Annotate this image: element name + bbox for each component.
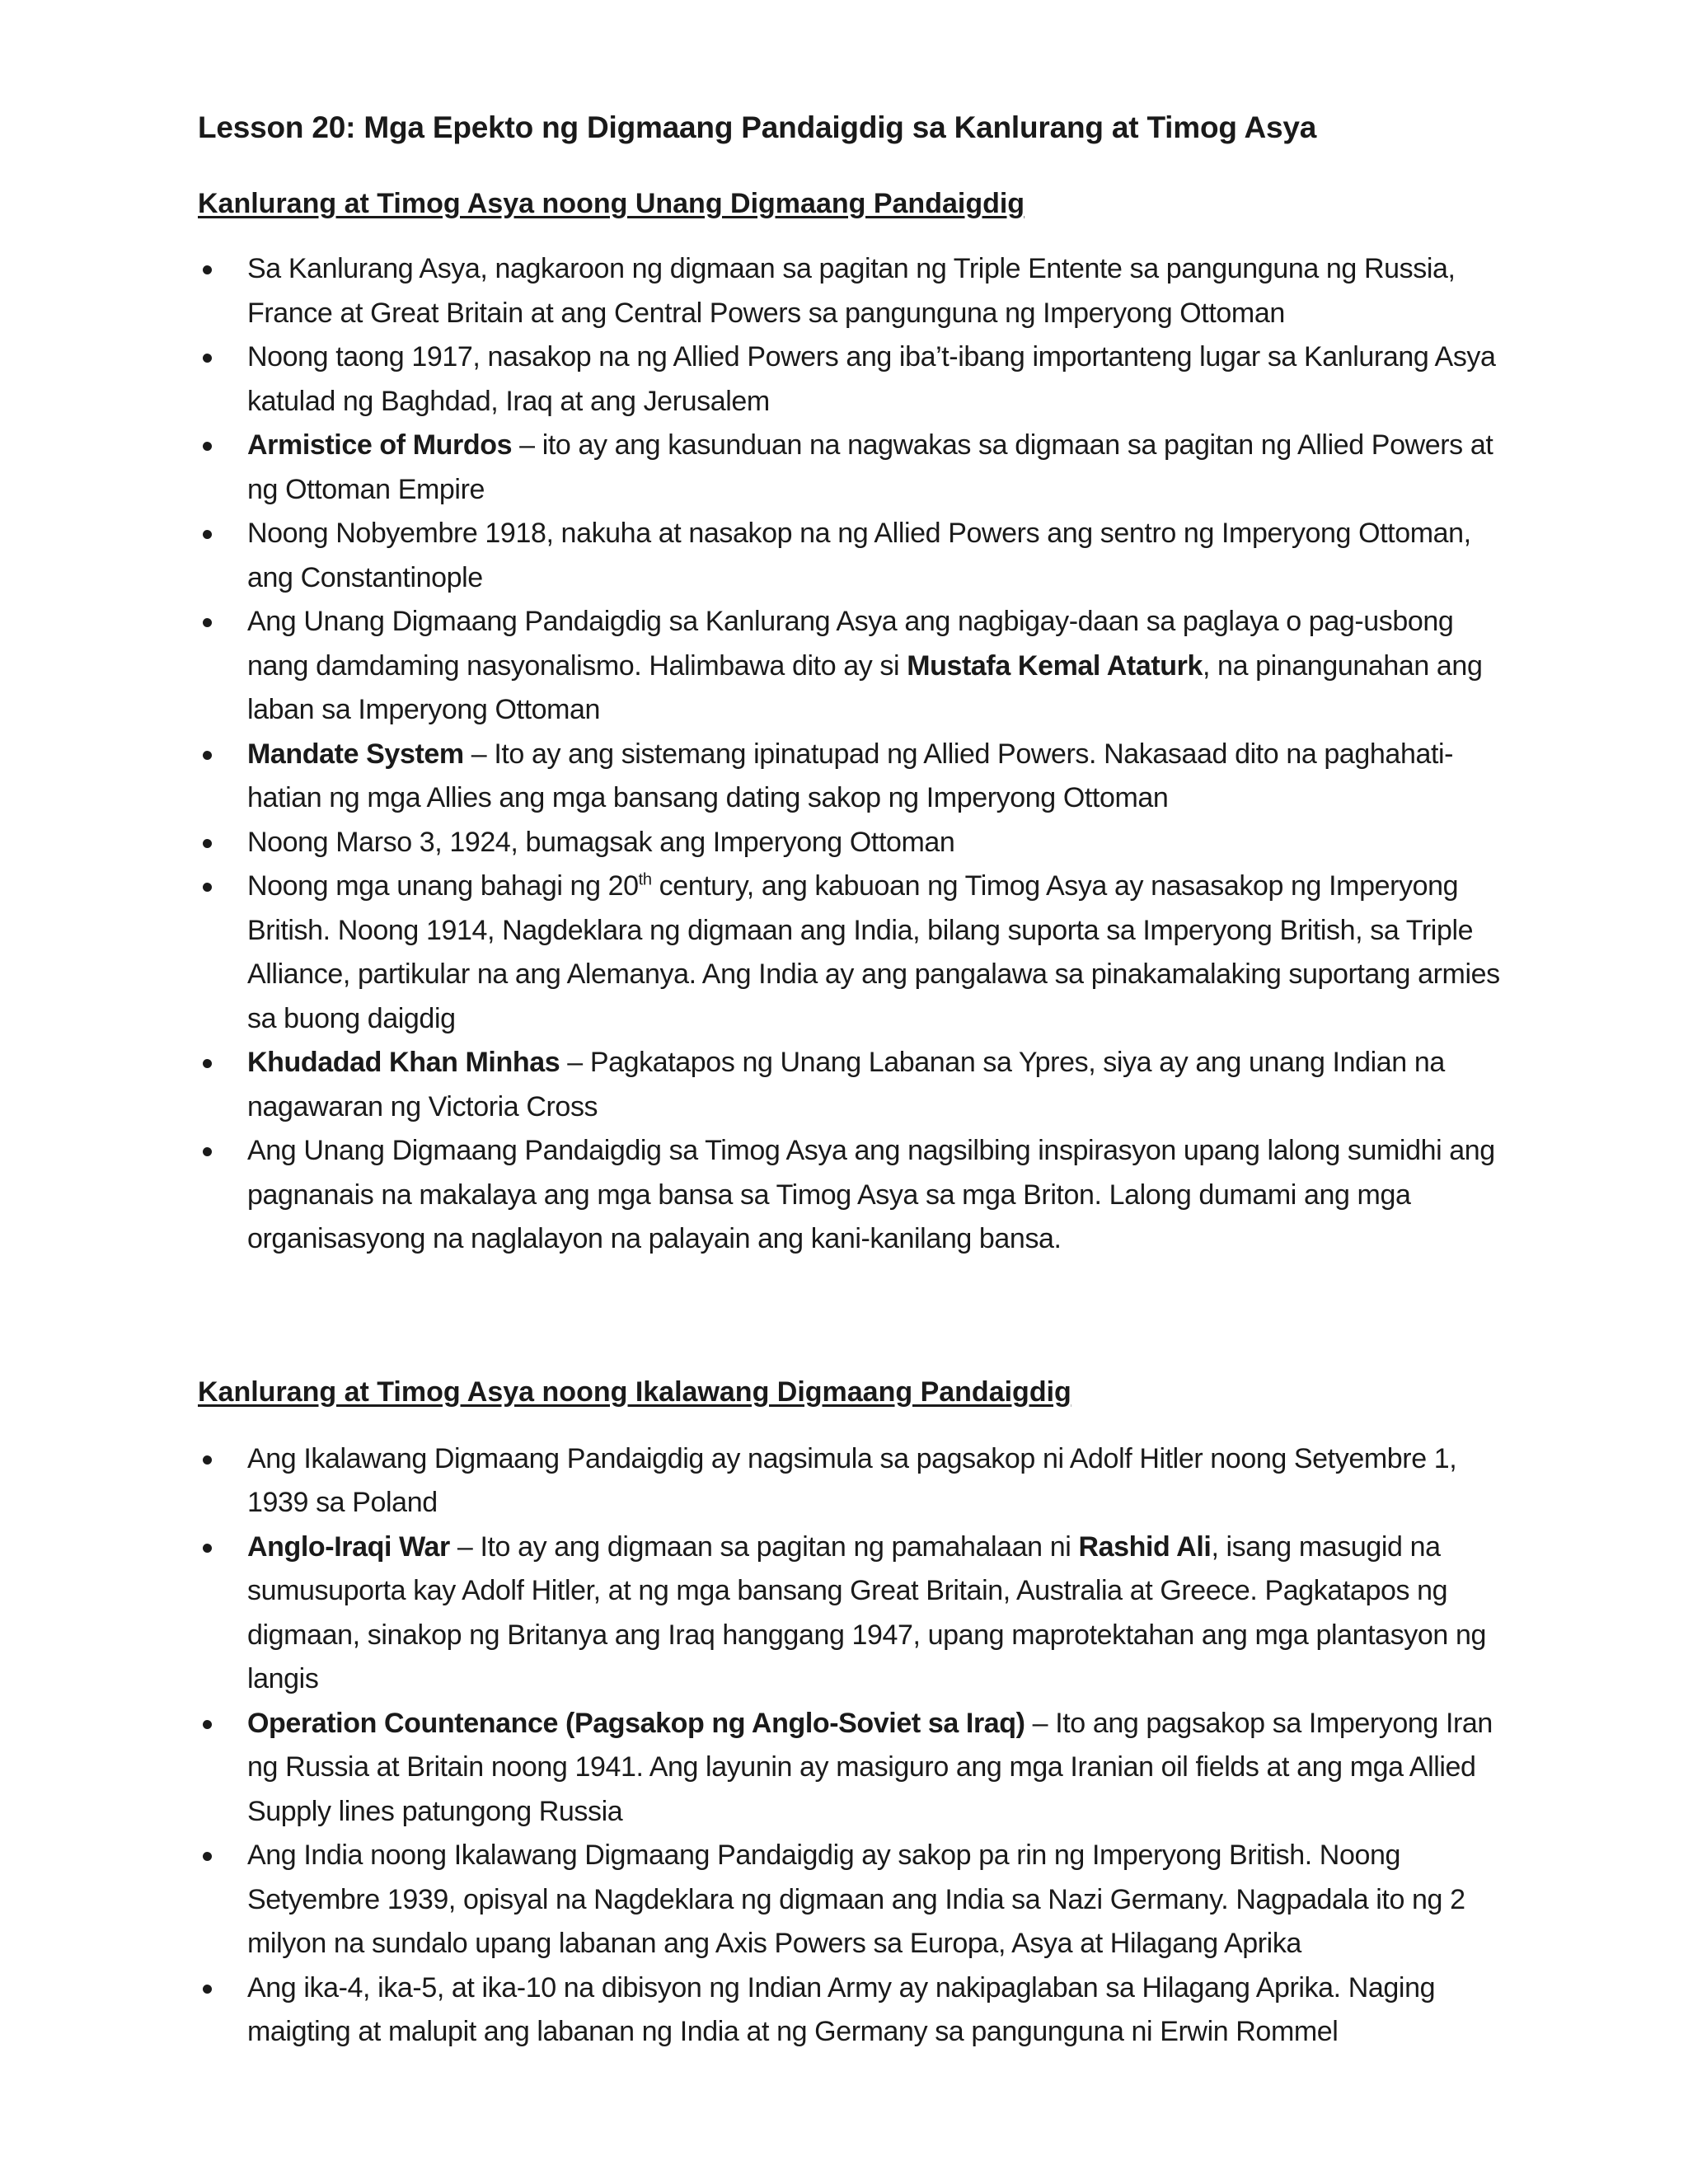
list-item [198, 424, 1500, 512]
bullet-icon [203, 1720, 212, 1729]
bullet-icon [203, 618, 212, 627]
item-term: Mandate System [247, 738, 464, 770]
section-title: Kanlurang at Timog Asya noong Ikalawang Digmaang Pandaigdig [198, 1376, 1071, 1408]
item-term: Armistice of Murdos [247, 429, 513, 461]
item-text: – Ito ay ang digmaan sa pagitan ng pamahalaan ni [449, 1530, 1079, 1563]
item-text: Noong taong 1917, nasakop na ng Allied Powers ang iba’t-ibang importanteng lugar sa Kanlurang Asya katulad ng Baghdad, Iraq at ang Jerusalem [247, 341, 1496, 417]
bullet-icon [203, 265, 212, 274]
bullet-list [198, 247, 1500, 1262]
bullet-icon [203, 751, 212, 760]
item-text: Ang Unang Digmaang Pandaigdig sa Kanlurang Asya ang nagbigay-daan sa paglaya o pag-usbong nang damdaming nasyonalismo. Halimbawa dito ay si [247, 606, 1454, 682]
item-text: Sa Kanlurang Asya, nagkaroon ng digmaan sa pagitan ng Triple Entente sa pangunguna ng Russia, France at Great Britain at ang Central Powers sa pangunguna ng Imperyong Ottoman [247, 253, 1456, 329]
bullet-icon [203, 1852, 212, 1861]
bullet-icon [203, 1059, 212, 1068]
item-text: – ito ay ang kasunduan na nagwakas sa digmaan sa pagitan ng Allied Powers at ng Ottoman Empire [247, 429, 1493, 505]
item-text: Ang India noong Ikalawang Digmaang Pandaigdig ay sakop pa rin ng Imperyong British. Noong Setyembre 1939, opisyal na Nagdeklara ng digmaan ang India sa Nazi Germany. Nagpadala ito ng 2 milyon na sundalo upang labanan ang Axis Powers sa Europa, Asya at Hilagang Aprika [247, 1840, 1465, 1959]
list-item [198, 1041, 1500, 1129]
bullet-icon [203, 883, 212, 892]
section-title: Kanlurang at Timog Asya noong Unang Digmaang Pandaigdig [198, 188, 1025, 219]
item-bold: Mustafa Kemal Ataturk [907, 649, 1203, 682]
item-text: Noong mga unang bahagi ng 20 [247, 870, 639, 902]
list-item [198, 600, 1500, 733]
bullet-icon [203, 1544, 212, 1553]
list-item [198, 865, 1500, 1041]
item-text: Ang Unang Digmaang Pandaigdig sa Timog Asya ang nagsilbing inspirasyon upang lalong sumidhi ang pagnanais na makalaya ang mga bansa sa Timog Asya sa mga Briton. Lalong dumami ang mga organisasyong na naglalayon na palayain ang kani-kanilang bansa. [247, 1135, 1495, 1254]
list-item [198, 1129, 1500, 1262]
item-text: Noong Nobyembre 1918, nakuha at nasakop na ng Allied Powers ang sentro ng Imperyong Ottoman, ang Constantinople [247, 518, 1471, 593]
list-item [198, 335, 1500, 424]
bullet-icon [203, 442, 212, 451]
bullet-icon [203, 530, 212, 539]
list-item [198, 1437, 1500, 1526]
item-text: – Pagkatapos ng Unang Labanan sa Ypres, siya ay ang unang Indian na nagawaran ng Victoria Cross [247, 1047, 1445, 1122]
item-term: Anglo-Iraqi War [247, 1530, 450, 1563]
item-text: century, ang kabuoan ng Timog Asya ay nasasakop ng Imperyong British. Noong 1914, Nagdeklara ng digmaan ang India, bilang suporta sa Imperyong British, sa Triple Alliance, partikular na ang Alemanya. Ang India ay ang pangalawa sa pinakamalaking suportang armies sa buong daigdig [247, 870, 1500, 1034]
bullet-icon [203, 1455, 212, 1465]
bullet-list [198, 1437, 1500, 2055]
item-term: Khudadad Khan Minhas [247, 1047, 560, 1078]
lesson-title: Lesson 20: Mga Epekto ng Digmaang Pandaigdig sa Kanlurang at Timog Asya [198, 110, 1317, 144]
item-text: – Ito ang pagsakop sa Imperyong Iran ng Russia at Britain noong 1941. Ang layunin ay masiguro ang mga Iranian oil fields at ang mga Allied Supply lines patungong Russia [247, 1707, 1493, 1827]
bullet-icon [203, 839, 212, 848]
item-text: Noong Marso 3, 1924, bumagsak ang Imperyong Ottoman [247, 826, 955, 858]
item-text: , na pinangunahan ang laban sa Imperyong Ottoman [247, 649, 1483, 725]
list-item [198, 821, 1500, 865]
item-text: – Ito ay ang sistemang ipinatupad ng Allied Powers. Nakasaad dito na paghahati-hatian ng mga Allies ang mga bansang dating sakop ng Imperyong Ottoman [247, 738, 1454, 813]
list-item [198, 1834, 1500, 1966]
bullet-icon [203, 1985, 212, 1994]
item-superscript: th [638, 870, 652, 889]
list-item [198, 1526, 1500, 1702]
item-text: Ang ika-4, ika-5, at ika-10 na dibisyon ng Indian Army ay nakipaglaban sa Hilagang Aprika. Naging maigting at malupit ang labanan ng India at ng Germany sa pangunguna ni Erwin Rommel [247, 1971, 1436, 2047]
list-item [198, 512, 1500, 600]
item-text: Ang Ikalawang Digmaang Pandaigdig ay nagsimula sa pagsakop ni Adolf Hitler noong Setyembre 1, 1939 sa Poland [247, 1442, 1457, 1518]
bullet-icon [203, 354, 212, 363]
list-item [198, 1966, 1500, 2055]
document-page [198, 107, 1500, 2055]
bullet-icon [203, 1147, 212, 1156]
list-item [198, 247, 1500, 335]
list-item [198, 1702, 1500, 1835]
list-item [198, 733, 1500, 821]
item-bold: Rashid Ali [1078, 1530, 1212, 1563]
item-term: Operation Countenance (Pagsakop ng Anglo-Soviet sa Iraq) [247, 1707, 1025, 1739]
item-text: , isang masugid na sumusuporta kay Adolf Hitler, at ng mga bansang Great Britain, Australia at Greece. Pagkatapos ng digmaan, sinakop ng Britanya ang Iraq hanggang 1947, upang maprotektahan ang mga plantasyon ng langis [247, 1530, 1486, 1694]
